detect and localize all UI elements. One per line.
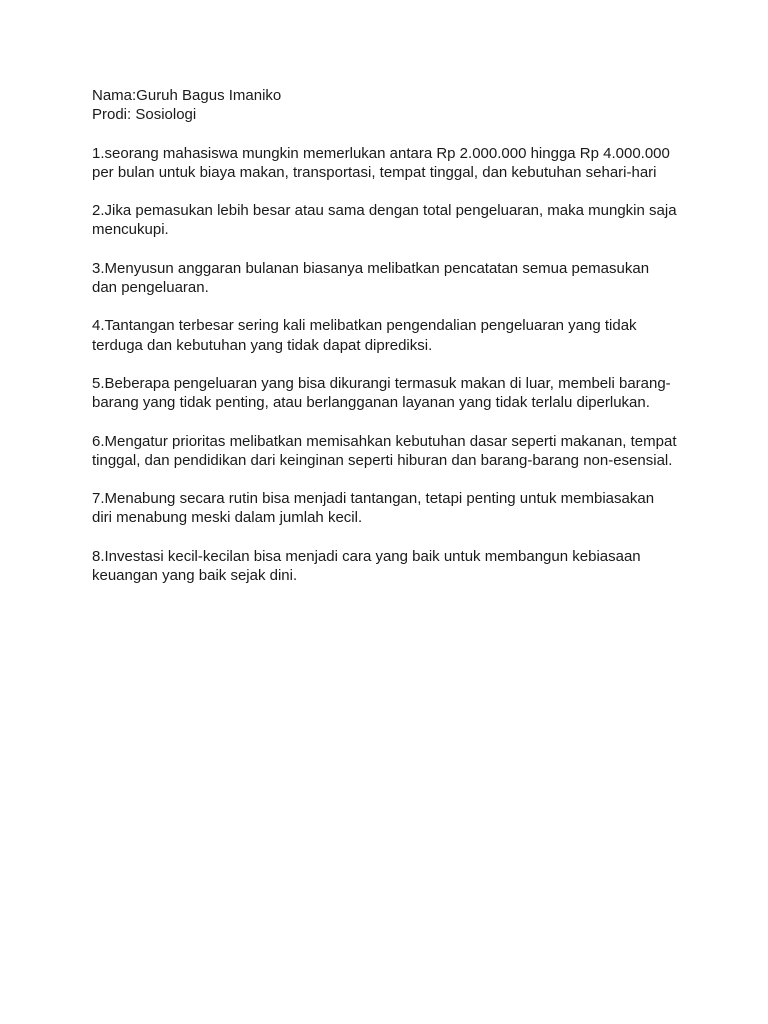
answer-item-8: 8.Investasi kecil-kecilan bisa menjadi cara yang baik untuk membangun kebiasaan keuangan yang baik sejak dini.: [92, 547, 641, 585]
answer-item-5: 5.Beberapa pengeluaran yang bisa dikurangi termasuk makan di luar, membeli barang-barang yang tidak penting, atau berlangganan layanan yang tidak terlalu diperlukan.: [92, 374, 671, 412]
answer-item-3: 3.Menyusun anggaran bulanan biasanya melibatkan pencatatan semua pemasukan dan pengeluaran.: [92, 259, 650, 297]
answer-item-2: 2.Jika pemasukan lebih besar atau sama dengan total pengeluaran, maka mungkin saja mencukupi.: [92, 202, 677, 239]
document-header: [92, 86, 678, 125]
answer-item-4: 4.Tantangan terbesar sering kali melibatkan pengendalian pengeluaran yang tidak terduga dan kebutuhan yang tidak dapat diprediksi.: [92, 317, 637, 354]
answer-item-1: 1.seorang mahasiswa mungkin memerlukan antara Rp 2.000.000 hingga Rp 4.000.000 per bulan untuk biaya makan, transportasi, tempat tinggal, dan kebutuhan sehari-hari: [92, 144, 670, 181]
answer-item-6: 6.Mengatur prioritas melibatkan memisahkan kebutuhan dasar seperti makanan, tempat tinggal, dan pendidikan dari keinginan seperti hiburan dan barang-barang non-esensial.: [92, 432, 677, 469]
student-name: Nama:Guruh Bagus Imaniko: [92, 87, 282, 104]
study-program: Prodi: Sosiologi: [92, 106, 197, 124]
answer-list: [92, 144, 678, 586]
answer-item-7: 7.Menabung secara rutin bisa menjadi tantangan, tetapi penting untuk membiasakan diri menabung meski dalam jumlah kecil.: [92, 490, 655, 527]
